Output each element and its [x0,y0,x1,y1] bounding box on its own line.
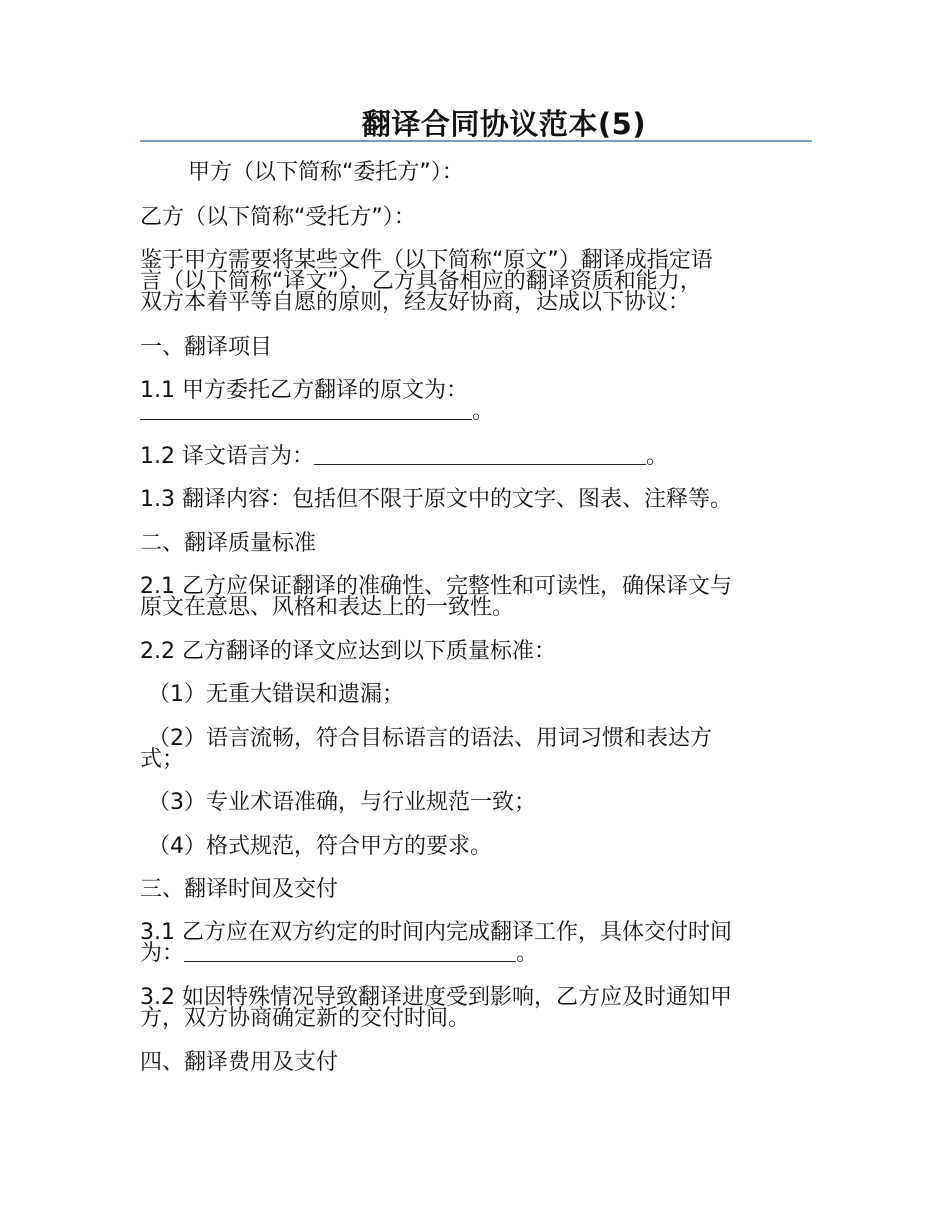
item-3-2-line: 方，双方协商确定新的交付时间。 [140,1006,471,1031]
fill-in-blank [184,943,516,962]
standard-2 [140,728,820,770]
item-1-1-text: 1.1 甲方委托乙方翻译的原文为： [140,378,468,403]
item-1-3: 1.3 翻译内容：包括但不限于原文中的文字、图表、注释等。 [140,487,732,512]
standard-2-line: 式； [140,747,185,772]
preamble-line: 双方本着平等自愿的原则，经友好协商，达成以下协议： [140,290,691,315]
standard-2-line: （2）语言流畅，符合目标语言的语法、用词习惯和表达方 [148,726,712,751]
item-1-1 [140,380,812,422]
item-2-1 [140,576,812,618]
item-1-2-end: 。 [645,444,668,469]
standard-4: （4）格式规范，符合甲方的要求。 [148,834,492,859]
item-3-2 [140,987,812,1029]
preamble-line: 鉴于甲方需要将某些文件（以下简称“原文”）翻译成指定语 [140,248,713,273]
preamble-line: 言（以下简称“译文”），乙方具备相应的翻译资质和能力， [140,269,702,294]
item-3-1-line: 为： [140,941,185,966]
section-4-heading: 四、翻译费用及支付 [140,1050,339,1075]
section-3-heading: 三、翻译时间及交付 [140,877,339,902]
fill-in-blank [140,401,472,420]
fill-in-blank [314,446,646,465]
item-3-1-line: 3.1 乙方应在双方约定的时间内完成翻译工作，具体交付时间 [140,920,732,945]
item-1-2 [140,446,812,467]
section-2-heading: 二、翻译质量标准 [140,531,317,556]
item-2-1-line: 2.1 乙方应保证翻译的准确性、完整性和可读性，确保译文与 [140,574,732,599]
item-1-2-text: 1.2 译文语言为： [140,444,314,469]
item-3-1-blank-line [140,943,812,964]
item-2-1-line: 原文在意思、风格和表达上的一致性。 [140,595,515,620]
item-3-1-end: 。 [516,941,539,966]
item-2-2: 2.2 乙方翻译的译文应达到以下质量标准： [140,639,556,664]
preamble-paragraph [140,250,812,313]
party-a-line: 甲方（以下简称“委托方”）： [188,160,464,185]
document-title: 翻译合同协议范本(5) [140,100,812,142]
item-1-1-blank-line [140,401,812,422]
item-1-1-end: 。 [472,399,495,424]
standard-1: （1）无重大错误和遗漏； [148,682,404,707]
standard-3: （3）专业术语准确，与行业规范一致； [148,790,536,815]
party-b-line: 乙方（以下简称“受托方”）： [140,205,416,230]
item-3-2-line: 3.2 如因特殊情况导致翻译进度受到影响，乙方应及时通知甲 [140,985,732,1010]
item-3-1 [140,922,812,964]
section-1-heading: 一、翻译项目 [140,335,273,360]
